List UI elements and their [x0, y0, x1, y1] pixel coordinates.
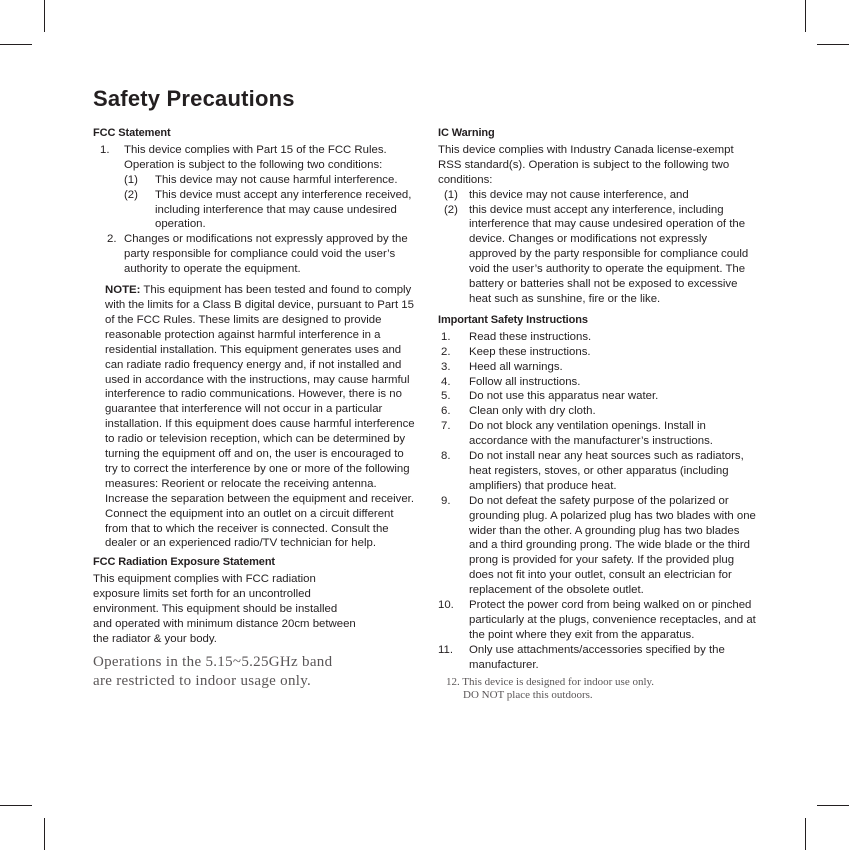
list-text: Do not install near any heat sources such as radiators, heat registers, stoves, or other apparatus (including amplifiers) that produce heat. — [469, 450, 744, 492]
sub-item — [124, 188, 415, 233]
list-text: Clean only with dry cloth. — [469, 405, 596, 418]
crop-mark — [817, 44, 849, 45]
sub-number: (1) — [124, 173, 138, 186]
list-text: Changes or modifications not expressly approved by the party responsible for compliance could void the user’s authority to operate the equipment. — [124, 233, 408, 276]
radiation-heading: FCC Radiation Exposure Statement — [93, 556, 275, 569]
band-note-line: are restricted to indoor usage only. — [93, 672, 312, 689]
list-text: Only use attachments/accessories specified by the manufacturer. — [469, 643, 725, 671]
list-item — [438, 360, 756, 375]
radiation-text: This equipment complies with FCC radiation exposure limits set forth for an uncontrolled environment. This equipment should be installed and operated with minimum distance 20cm between the radiator & your body. — [93, 573, 356, 645]
list-number: 10. — [438, 599, 454, 612]
indoor-note-line: DO NOT place this outdoors. — [463, 688, 593, 701]
left-column — [93, 126, 415, 691]
list-text: Protect the power cord from being walked on or pinched particularly at the plugs, convenience receptacles, and at the point where they exit from the apparatus. — [469, 599, 756, 641]
crop-mark — [44, 818, 45, 850]
crop-mark — [805, 0, 806, 32]
crop-mark — [44, 0, 45, 32]
note-text: This equipment has been tested and found to comply with the limits for a Class B digital device, pursuant to Part 15 of the FCC Rules. These limits are designed to provide reasonable protection against harmful interference in a residential installation. This equipment generates uses and can radiate radio frequency energy and, if not installed and used in accordance with the instructions, may cause harmful interference to radio communications. However, there is no guarantee that interference will not occur in a particular installation. If this equipment does cause harmful interference to radio or television reception, which can be determined by turning the equipment off and on, the user is encouraged to try to correct the interference by one or more of the following measures: Reorient or relocate the receiving antenna. Increase the separation between the equipment and receiver. Connect the equipment into an outlet on a circuit different from that to which the receiver is connected. Consult the dealer or an experienced radio/TV technician for help. — [105, 284, 415, 550]
list-item — [438, 203, 756, 307]
list-number: 3. — [441, 360, 451, 373]
list-item — [438, 345, 756, 360]
list-item — [438, 449, 756, 494]
list-number: 11. — [438, 643, 453, 656]
list-text: Do not use this apparatus near water. — [469, 390, 659, 403]
list-item — [93, 143, 415, 232]
list-number: 6. — [441, 405, 451, 418]
list-number: 5. — [441, 390, 451, 403]
indoor-use-note — [446, 676, 756, 702]
list-item — [93, 232, 415, 277]
sub-text: This device may not cause harmful interference. — [155, 173, 398, 186]
fcc-note — [105, 283, 415, 551]
crop-mark — [0, 44, 32, 45]
note-label: NOTE: — [105, 284, 141, 297]
list-text: This device complies with Part 15 of the FCC Rules. Operation is subject to the following two conditions: — [124, 143, 387, 171]
list-item — [438, 404, 756, 419]
ic-conditions — [438, 188, 756, 307]
list-number: 1. — [100, 143, 110, 156]
list-item — [438, 375, 756, 390]
list-text: Read these instructions. — [469, 330, 592, 343]
list-text: Do not block any ventilation openings. Install in accordance with the manufacturer’s instructions. — [469, 420, 713, 448]
crop-mark — [0, 805, 32, 806]
sub-text: This device must accept any interference received, including interference that may cause undesired operation. — [155, 188, 412, 231]
sub-item — [124, 173, 415, 188]
list-number: 2. — [441, 345, 451, 358]
list-text: this device may not cause interference, and — [469, 188, 689, 201]
crop-mark — [805, 818, 806, 850]
fcc-list — [93, 143, 415, 277]
band-restriction-note — [93, 653, 415, 691]
list-number: (1) — [444, 188, 458, 201]
band-note-line: Operations in the 5.15~5.25GHz band — [93, 653, 333, 670]
ic-intro: This device complies with Industry Canada license-exempt RSS standard(s). Operation is subject to the following two conditions: — [438, 143, 734, 186]
right-column — [438, 126, 756, 702]
page-title: Safety Precautions — [93, 86, 295, 111]
crop-mark — [817, 805, 849, 806]
ic-heading: IC Warning — [438, 127, 495, 139]
list-number: 2. — [107, 233, 117, 246]
list-text: Keep these instructions. — [469, 345, 591, 358]
list-text: Follow all instructions. — [469, 375, 581, 388]
list-text: Do not defeat the safety purpose of the polarized or grounding plug. A polarized plug has two blades with one wider than the other. A grounding plug has two blades and a third grounding prong. The wide blade or the third prong is provided for your safety. If the provided plug does not fit into your outlet, consult an electrician for replacement of the obsolete outlet. — [469, 494, 756, 597]
list-number: 8. — [441, 450, 451, 463]
list-item — [438, 598, 756, 643]
list-item — [438, 188, 756, 203]
safety-heading: Important Safety Instructions — [438, 313, 588, 326]
list-item — [438, 330, 756, 345]
list-number: 9. — [441, 494, 451, 507]
list-number: 4. — [441, 375, 451, 388]
list-item — [438, 419, 756, 449]
list-number: (2) — [444, 203, 458, 216]
indoor-note-line: 12. This device is designed for indoor use only. — [446, 675, 655, 688]
list-number: 7. — [441, 420, 451, 433]
list-text: Heed all warnings. — [469, 360, 563, 373]
fcc-heading: FCC Statement — [93, 127, 171, 139]
sub-number: (2) — [124, 188, 138, 201]
list-item — [438, 643, 756, 673]
list-item — [438, 494, 756, 598]
fcc-sublist — [124, 173, 415, 233]
list-text: this device must accept any interference, including interference that may cause undesired operation of the device. Changes or modifications not expressly approved by the party responsible for compliance could void the user’s authority to operate the equipment. The battery or batteries shall not be exposed to excessive heat such as sunshine, fire or the like. — [469, 203, 749, 305]
list-item — [438, 389, 756, 404]
list-number: 1. — [441, 330, 451, 343]
safety-list — [438, 330, 756, 673]
